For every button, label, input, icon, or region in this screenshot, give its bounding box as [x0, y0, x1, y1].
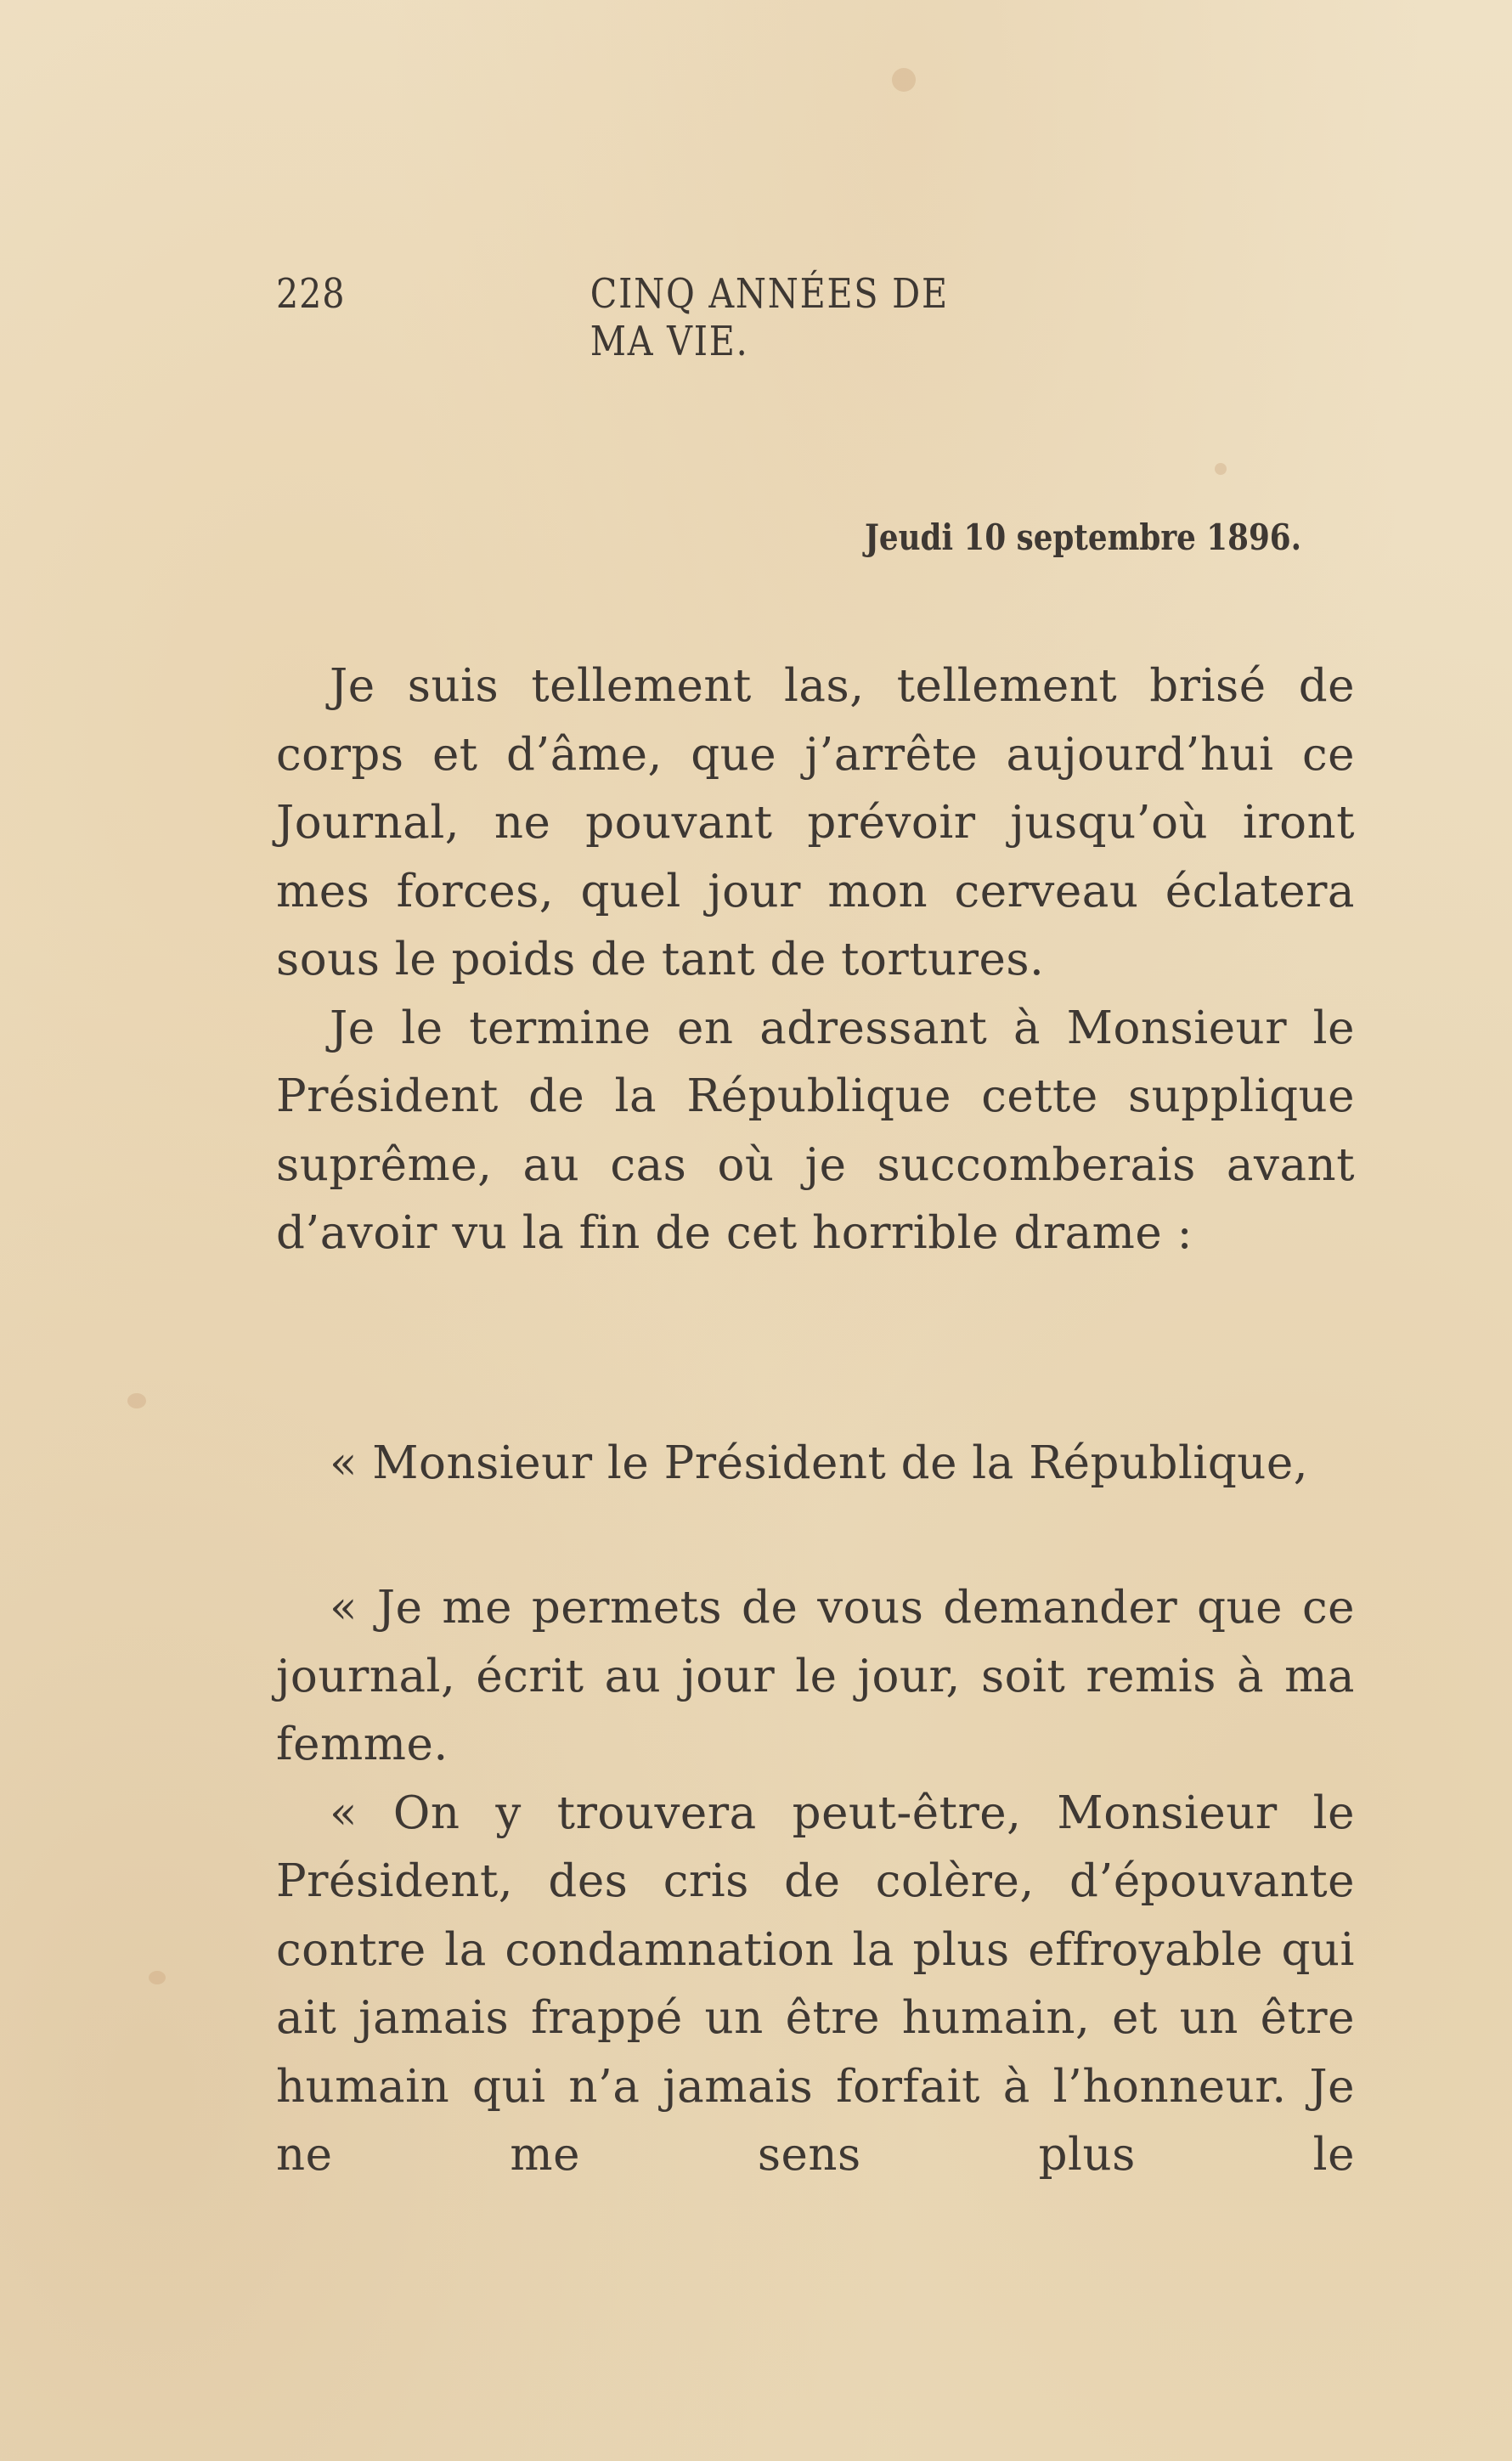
paper-stain [149, 1971, 166, 1984]
journal-body [276, 652, 1355, 1268]
letter-paragraph: « On y trouvera peut-être, Monsieur le Président, des cris de colère, d’épouvante contre la condamnation la plus effroyable qui ait jamais frappé un être humain, et un être humain qui n’a jamais forfait à l’honneur. Je ne me sens plus le [276, 1786, 1355, 2181]
letter-salutation-block [276, 1430, 1355, 1499]
letter-body [276, 1574, 1355, 2190]
running-title: CINQ ANNÉES DE MA VIE. [590, 270, 949, 365]
letter-paragraph: « Je me permets de vous demander que ce journal, écrit au jour le jour, soit remis à ma femme. [276, 1582, 1355, 1770]
paper-stain [1215, 463, 1227, 475]
paper-stain [127, 1393, 146, 1408]
page-number: 228 [276, 270, 346, 318]
paragraph: Je suis tellement las, tellement brisé de corps et d’âme, que j’arrête aujourd’hui ce Journal, ne pouvant prévoir jusqu’où iront mes forces, quel jour mon cerveau éclatera sous le poids de tant de tortures. [276, 660, 1355, 985]
entry-date: Jeudi 10 septembre 1896. [865, 516, 1302, 558]
page-header [276, 270, 1007, 365]
letter-salutation: « Monsieur le Président de la République, [330, 1437, 1309, 1489]
paragraph: Je le termine en adressant à Monsieur le Président de la République cette supplique suprême, au cas où je succomberais avant d’avoir vu la fin de cet horrible drame : [276, 1002, 1355, 1259]
paper-stain [892, 68, 916, 92]
